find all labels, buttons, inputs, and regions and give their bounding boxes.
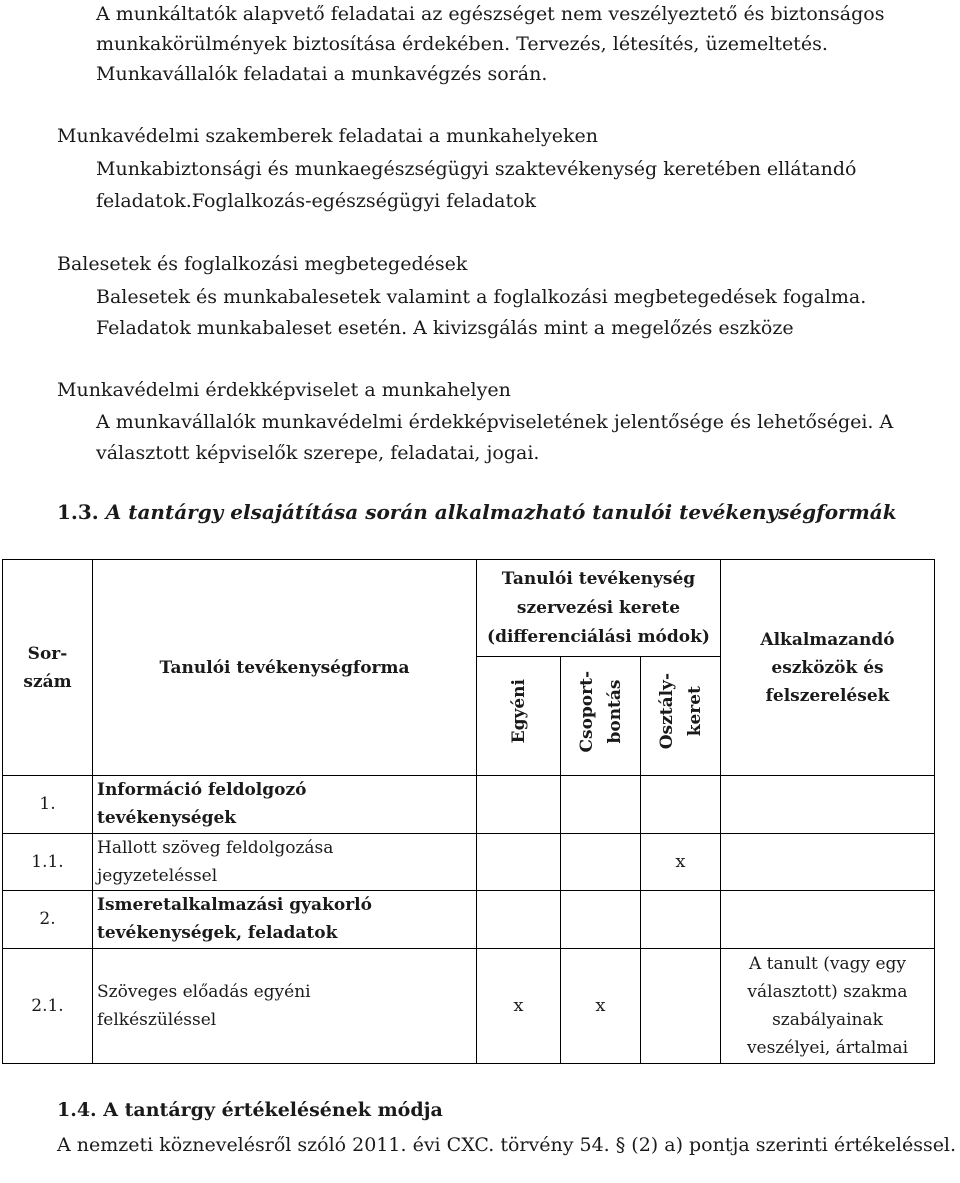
header-osztaly-line-2: keret bbox=[684, 686, 705, 737]
topic-3-title: Balesetek és foglalkozási megbetegedések bbox=[57, 253, 468, 275]
row-eszkoz bbox=[721, 949, 935, 1064]
header-osztaly-label bbox=[653, 673, 709, 749]
table-row bbox=[3, 949, 935, 1064]
header-keret bbox=[477, 560, 721, 657]
row-egyeni: x bbox=[477, 949, 561, 1064]
row-number: 2. bbox=[3, 891, 93, 949]
section-1-4-title: A tantárgy értékelésének módja bbox=[103, 1099, 443, 1121]
row-activity bbox=[93, 891, 477, 949]
header-egyeni bbox=[477, 657, 561, 776]
row-egyeni bbox=[477, 891, 561, 949]
topic-1-line-3: Munkavállalók feladatai a munkavégzés során. bbox=[96, 63, 548, 85]
header-sorszam-line-1: Sor- bbox=[27, 643, 68, 664]
header-sorszam bbox=[3, 560, 93, 776]
row-csoport bbox=[561, 776, 641, 834]
row-osztaly: x bbox=[641, 834, 721, 891]
topic-2-line-1: Munkabiztonsági és munkaegészségügyi szaktevékenység keretében ellátandó bbox=[96, 158, 857, 180]
table-row bbox=[3, 834, 935, 891]
row-activity-line-2: tevékenységek, feladatok bbox=[97, 923, 338, 943]
header-egyeni-label: Egyéni bbox=[508, 679, 529, 744]
row-activity-line-1: Szöveges előadás egyéni bbox=[97, 982, 311, 1002]
header-csoport-label bbox=[573, 671, 629, 753]
row-osztaly bbox=[641, 949, 721, 1064]
row-eszkoz-line-3: szabályainak bbox=[772, 1010, 883, 1030]
row-activity-line-2: felkészüléssel bbox=[97, 1010, 217, 1030]
header-csoport-line-2: bontás bbox=[604, 679, 625, 744]
table-row bbox=[3, 776, 935, 834]
row-egyeni bbox=[477, 834, 561, 891]
topic-3-line-1: Balesetek és munkabalesetek valamint a foglalkozási megbetegedések fogalma. bbox=[96, 286, 867, 308]
section-1-4-text: A nemzeti köznevelésről szóló 2011. évi CXC. törvény 54. § (2) a) pontja szerinti értékeléssel. bbox=[57, 1134, 957, 1156]
header-csoport-line-1: Csoport- bbox=[576, 670, 597, 753]
row-activity-line-1: Hallott szöveg feldolgozása bbox=[97, 838, 334, 858]
row-csoport: x bbox=[561, 949, 641, 1064]
row-activity bbox=[93, 834, 477, 891]
activity-table bbox=[2, 559, 935, 1064]
header-forma: Tanulói tevékenységforma bbox=[93, 560, 477, 776]
header-keret-line-3: (differenciálási módok) bbox=[487, 626, 710, 647]
topic-3-line-2: Feladatok munkabaleset esetén. A kivizsgálás mint a megelőzés eszköze bbox=[96, 317, 794, 339]
row-activity-line-1: Információ feldolgozó bbox=[97, 780, 307, 800]
section-1-3-title: A tantárgy elsajátítása során alkalmazható tanulói tevékenységformák bbox=[105, 500, 897, 524]
topic-4-title: Munkavédelmi érdekképviselet a munkahelyen bbox=[57, 379, 511, 401]
section-1-4-number: 1.4. bbox=[57, 1099, 97, 1121]
header-osztaly-line-1: Osztály- bbox=[656, 673, 677, 750]
row-number: 1.1. bbox=[3, 834, 93, 891]
row-activity-line-2: tevékenységek bbox=[97, 808, 237, 828]
row-activity bbox=[93, 949, 477, 1064]
topic-1-line-2: munkakörülmények biztosítása érdekében. Tervezés, létesítés, üzemeltetés. bbox=[96, 33, 828, 55]
header-csoport bbox=[561, 657, 641, 776]
row-osztaly bbox=[641, 891, 721, 949]
header-eszkoz-line-3: felszerelések bbox=[765, 685, 890, 706]
header-osztaly bbox=[641, 657, 721, 776]
topic-4-line-1: A munkavállalók munkavédelmi érdekképviseletének jelentősége és lehetőségei. A bbox=[96, 411, 894, 433]
section-1-4-heading bbox=[57, 1099, 443, 1121]
header-keret-line-1: Tanulói tevékenység bbox=[501, 568, 696, 589]
topic-1-line-1: A munkáltatók alapvető feladatai az egészséget nem veszélyeztető és biztonságos bbox=[96, 3, 885, 25]
topic-4-line-2: választott képviselők szerepe, feladatai, jogai. bbox=[96, 442, 540, 464]
row-egyeni bbox=[477, 776, 561, 834]
row-csoport bbox=[561, 834, 641, 891]
row-eszkoz-line-2: választott) szakma bbox=[747, 982, 908, 1002]
header-eszkoz-line-1: Alkalmazandó bbox=[760, 629, 895, 650]
topic-2-title: Munkavédelmi szakemberek feladatai a munkahelyeken bbox=[57, 125, 598, 147]
header-eszkoz-line-2: eszközök és bbox=[771, 657, 884, 678]
row-eszkoz bbox=[721, 834, 935, 891]
table-header-row bbox=[3, 560, 935, 657]
row-activity-line-2: jegyzeteléssel bbox=[97, 866, 218, 886]
section-1-3-number: 1.3. bbox=[57, 500, 99, 524]
row-eszkoz-line-1: A tanult (vagy egy bbox=[748, 954, 907, 974]
row-eszkoz bbox=[721, 891, 935, 949]
row-activity bbox=[93, 776, 477, 834]
row-csoport bbox=[561, 891, 641, 949]
topic-2-line-2: feladatok.Foglalkozás-egészségügyi feladatok bbox=[96, 190, 537, 212]
row-activity-line-1: Ismeretalkalmazási gyakorló bbox=[97, 895, 372, 915]
row-osztaly bbox=[641, 776, 721, 834]
header-sorszam-line-2: szám bbox=[23, 671, 72, 692]
row-eszkoz-line-4: veszélyei, ártalmai bbox=[746, 1038, 909, 1058]
table-row bbox=[3, 891, 935, 949]
header-eszkoz bbox=[721, 560, 935, 776]
row-eszkoz bbox=[721, 776, 935, 834]
row-number: 1. bbox=[3, 776, 93, 834]
row-number: 2.1. bbox=[3, 949, 93, 1064]
header-keret-line-2: szervezési kerete bbox=[516, 597, 681, 618]
section-1-3-heading bbox=[57, 500, 897, 524]
